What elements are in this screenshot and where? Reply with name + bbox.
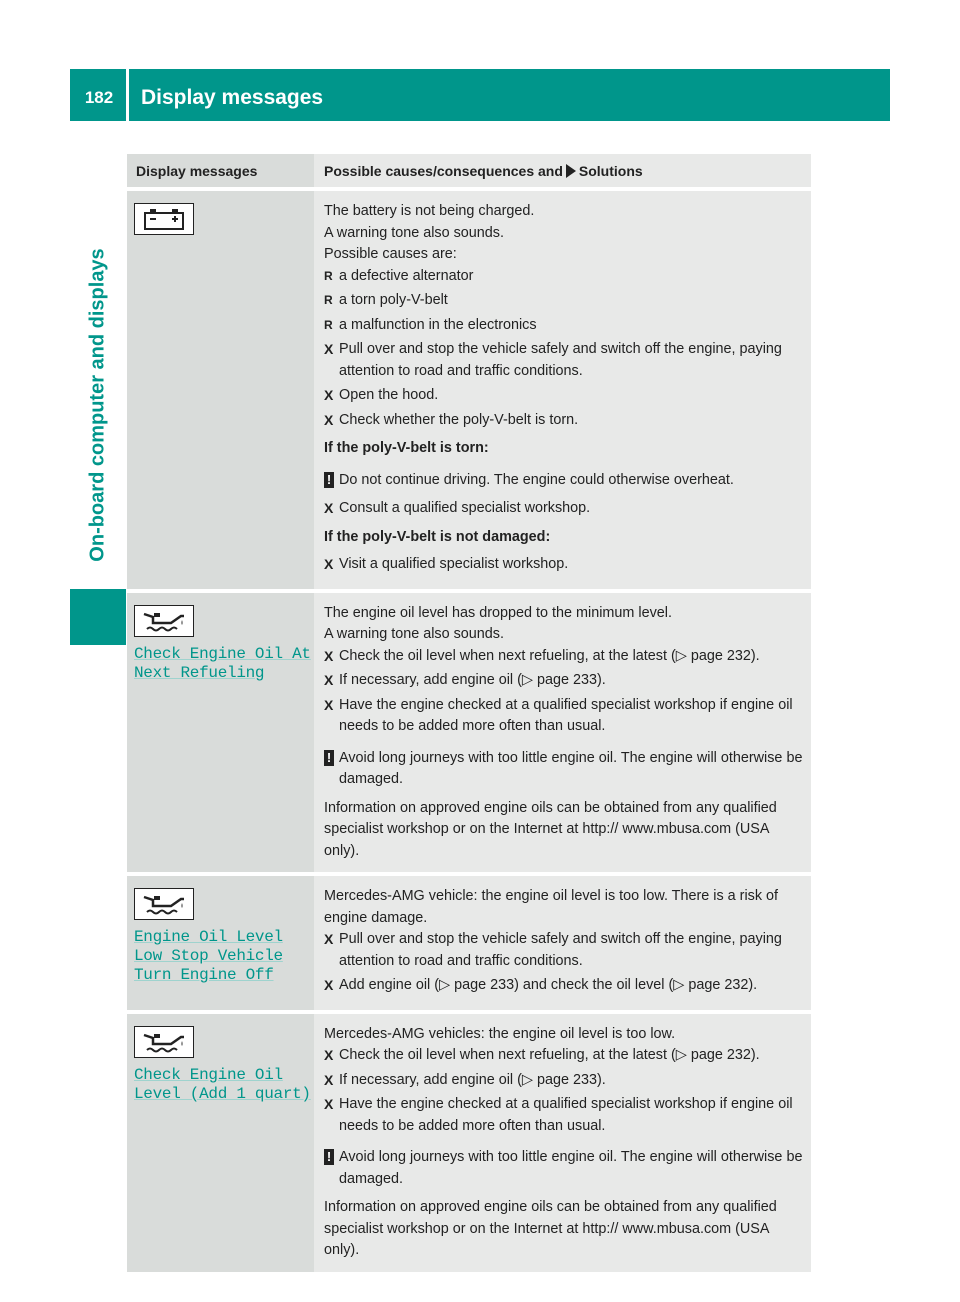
oil-can-icon — [134, 888, 194, 920]
display-message-cell — [127, 1014, 314, 1272]
paragraph: The engine oil level has dropped to the minimum level. — [324, 604, 672, 621]
display-message-text — [134, 1066, 314, 1104]
paragraph: A warning tone also sounds. — [324, 224, 505, 241]
action-step: X Pull over and stop the vehicle safely and switch off the engine, paying attention to road and traffic conditions. — [324, 929, 805, 972]
warning-note: ! Avoid long journeys with too little engine oil. The engine will otherwise be damaged. — [324, 1147, 805, 1190]
arrow-right-icon — [566, 164, 576, 178]
column-header-display-messages: Display messages — [127, 154, 314, 187]
display-message-line: Level (Add 1 quart) — [134, 1084, 311, 1103]
table-body — [127, 187, 811, 1272]
display-message-cell — [127, 593, 314, 873]
bullet-item: R a malfunction in the electronics — [324, 315, 805, 337]
display-message-line: Low Stop Vehicle — [134, 947, 283, 965]
column-header-causes-text: Possible causes/consequences and — [324, 163, 563, 179]
display-message-cell — [127, 876, 314, 1010]
bullet-item: R a defective alternator — [324, 266, 805, 288]
paragraph: A warning tone also sounds. — [324, 626, 505, 642]
action-step: X Check the oil level when next refueling, at the latest (▷ page 232). — [324, 1045, 805, 1067]
subheading: If the poly-V-belt is not damaged: — [324, 528, 551, 545]
messages-table — [127, 154, 811, 1272]
subheading: If the poly-V-belt is torn: — [324, 440, 489, 456]
column-header-causes — [314, 154, 811, 187]
paragraph: Information on approved engine oils can be obtained from any qualified specialist workshop or on the Internet at http:// www.mbusa.com (USA only). — [324, 1199, 777, 1258]
display-message-text — [134, 928, 314, 985]
action-step: X Pull over and stop the vehicle safely and switch off the engine, paying attention to road and traffic conditions. — [324, 339, 805, 382]
action-step: X Visit a qualified specialist workshop. — [324, 554, 805, 576]
section-label: On-board computer and displays — [86, 248, 109, 562]
oil-can-icon — [134, 1026, 194, 1058]
display-message-cell — [127, 191, 314, 589]
display-message-line: Next Refueling — [134, 663, 265, 682]
column-header-solutions-text: Solutions — [578, 163, 643, 179]
action-step: X Consult a qualified specialist workshop. — [324, 498, 805, 520]
side-tab — [70, 589, 126, 645]
solutions-cell — [314, 593, 811, 873]
page-title: Display messages — [141, 86, 324, 109]
action-step: X Have the engine checked at a qualified specialist workshop if engine oil needs to be added more often than usual. — [324, 695, 805, 738]
display-message-line: Check Engine Oil At — [134, 644, 311, 663]
warning-note: ! Avoid long journeys with too little engine oil. The engine will otherwise be damaged. — [324, 748, 805, 791]
display-message-line: Engine Oil Level — [134, 928, 283, 946]
solutions-cell — [314, 876, 811, 1010]
paragraph: Possible causes are: — [324, 246, 457, 262]
header-divider — [126, 69, 129, 121]
paragraph: Mercedes-AMG vehicles: the engine oil level is too low. — [324, 1025, 676, 1042]
display-message-line: Check Engine Oil — [134, 1065, 283, 1084]
action-step: X Have the engine checked at a qualified specialist workshop if engine oil needs to be added more often than usual. — [324, 1094, 805, 1137]
table-row — [127, 872, 811, 1010]
warning-note: ! Do not continue driving. The engine could otherwise overheat. — [324, 470, 805, 492]
bullet-item: R a torn poly-V-belt — [324, 290, 805, 312]
oil-can-icon — [134, 605, 194, 637]
action-step: X Add engine oil (▷ page 233) and check the oil level (▷ page 232). — [324, 975, 805, 997]
battery-icon — [134, 203, 194, 235]
action-step: X If necessary, add engine oil (▷ page 233). — [324, 1070, 805, 1092]
table-row — [127, 187, 811, 589]
display-message-line: Turn Engine Off — [134, 966, 274, 984]
action-step: X Check the oil level when next refueling, at the latest (▷ page 232). — [324, 646, 805, 668]
paragraph: Mercedes-AMG vehicle: the engine oil level is too low. There is a risk of engine damage. — [324, 888, 779, 926]
page-number: 182 — [84, 88, 114, 107]
display-message-text — [134, 645, 314, 683]
table-row — [127, 1010, 811, 1272]
paragraph: Information on approved engine oils can be obtained from any qualified specialist workshop or on the Internet at http:// www.mbusa.com (USA only). — [324, 799, 777, 859]
action-step: X Open the hood. — [324, 385, 805, 407]
table-header — [127, 154, 811, 187]
action-step: X Check whether the poly-V-belt is torn. — [324, 410, 805, 432]
paragraph: The battery is not being charged. — [324, 203, 535, 219]
solutions-cell — [314, 191, 811, 589]
action-step: X If necessary, add engine oil (▷ page 233). — [324, 670, 805, 692]
table-row — [127, 589, 811, 873]
solutions-cell — [314, 1014, 811, 1272]
